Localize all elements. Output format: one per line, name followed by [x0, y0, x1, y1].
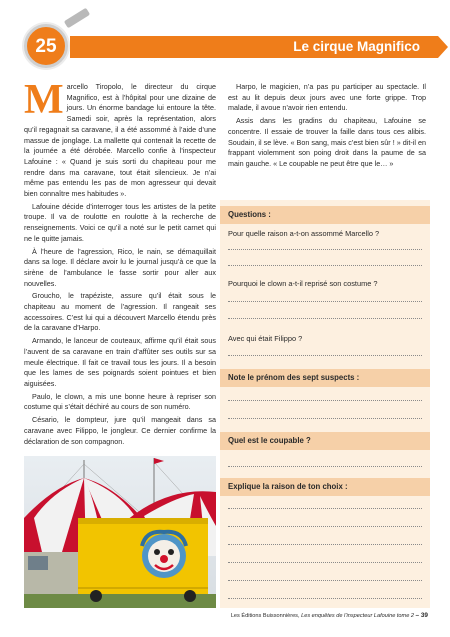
questions-heading-bar — [220, 206, 430, 224]
answer-line[interactable] — [228, 301, 422, 302]
page-number: – 39 — [415, 612, 428, 619]
answer-line[interactable] — [228, 598, 422, 599]
title-banner — [70, 36, 438, 58]
culprit-heading-bar — [220, 432, 430, 450]
magnifier-handle-icon — [64, 8, 90, 29]
story-paragraph: À l’heure de l’agression, Rico, le nain, se démaquillait dans sa loge. Il déclare avoir lu le journal jusqu’à ce que la sirène de l’ambulance le fasse sortir pour aller aux nouvelles. — [24, 246, 216, 288]
answer-line[interactable] — [228, 418, 422, 419]
culprit-heading: Quel est le coupable ? — [228, 436, 311, 445]
story-left-column — [24, 77, 216, 449]
question-2: Pourquoi le clown a-t-il reprisé son costume ? — [228, 279, 378, 288]
circus-photo — [24, 456, 216, 608]
drop-cap: M — [24, 77, 64, 123]
suspects-heading-bar — [220, 369, 430, 387]
answer-line[interactable] — [228, 466, 422, 467]
page-title: Le cirque Magnifico — [293, 39, 420, 54]
story-paragraph: Lafouine décide d’interroger tous les artistes de la petite troupe. Il va de roulotte en roulotte à la recherche de renseignements. Voici ce qu’il a noté sur le petit carnet qui ne le quitte jamais. — [24, 201, 216, 243]
story-paragraph: Assis dans les gradins du chapiteau, Lafouine se concentre. Il essaie de trouver la faille dans tous ces alibis. Soudain, il se lève. « Bon sang, mais c’est bien sûr ! » dit-il en frappant violemment son poing droit dans la paume de sa main gauche. « Le coupable ne peut être que le… » — [228, 116, 426, 168]
footer-book-title: Les enquêtes de l’inspecteur Lafouine tome 2 — [301, 613, 414, 619]
answer-line[interactable] — [228, 562, 422, 563]
answer-line[interactable] — [228, 249, 422, 250]
page-footer — [231, 612, 428, 619]
story-paragraph: Césario, le dompteur, jure qu’il mangeait dans sa caravane avec Filippo, le jongleur. Ce dernier confirme la déclaration de son compagnon. — [24, 415, 216, 446]
circus-tent-image — [24, 456, 216, 608]
banner-arrow-tip — [438, 36, 448, 58]
answer-line[interactable] — [228, 318, 422, 319]
suspects-heading: Note le prénom des sept suspects : — [228, 373, 360, 382]
questions-panel — [220, 200, 430, 608]
story-right-column — [228, 82, 426, 172]
answer-line[interactable] — [228, 580, 422, 581]
case-number: 25 — [35, 36, 57, 57]
answer-line[interactable] — [228, 265, 422, 266]
magnifier-badge-icon — [24, 24, 68, 68]
answer-line[interactable] — [228, 508, 422, 509]
footer-publisher: Les Éditions Buissonnières, — [230, 613, 300, 619]
questions-heading: Questions : — [228, 210, 271, 219]
explain-heading-bar — [220, 478, 430, 496]
answer-line[interactable] — [228, 400, 422, 401]
answer-line[interactable] — [228, 544, 422, 545]
story-paragraph: Armando, le lanceur de couteaux, affirme qu’il était sous l’auvent de sa caravane en train d’affûter ses outils sur sa meule électrique. Il fait ce travail tous les jours. Il a besoin que les lames de ses poignards soient pointues et bien aiguisées. — [24, 336, 216, 388]
answer-line[interactable] — [228, 355, 422, 356]
story-paragraph — [24, 77, 216, 200]
story-paragraph: Groucho, le trapéziste, assure qu’il était sous le chapiteau au moment de l’agression. Il rangeait ses accessoires. C’est lui qui a découvert Marcello étendu près de la caravane d’Harpo. — [24, 291, 216, 333]
question-3: Avec qui était Filippo ? — [228, 334, 303, 343]
explain-heading: Explique la raison de ton choix : — [228, 482, 348, 491]
question-1: Pour quelle raison a-t-on assommé Marcello ? — [228, 229, 380, 238]
answer-line[interactable] — [228, 526, 422, 527]
story-paragraph: Paulo, le clown, a mis une bonne heure à repriser son costume qui s’était déchiré au cours de son numéro. — [24, 391, 216, 412]
story-text: arcello Tiropolo, le directeur du cirque Magnifico, est à l’hôpital pour une dizaine de jours. Un énorme bandage lui entoure la tête. Samedi soir, après la représentation, alors qu’il regagnait sa caravane, il a été assommé à l’aide d’une massue de jonglage. La mallette qui contenait la recette de la journée a été dérobée. Marcello confie à l’inspecteur Lafouine : « Quand je suis sorti du chapiteau pour me rendre dans ma caravane, tout était silencieux. Je n’ai même pas entendu les pas de mon agresseur qui devait bien connaître mes habitudes ». — [24, 82, 216, 199]
story-paragraph: Harpo, le magicien, n’a pas pu participer au spectacle. Il est au lit depuis deux jours avec une forte grippe. Trop malade, il avoue n’avoir rien entendu. — [228, 82, 426, 113]
